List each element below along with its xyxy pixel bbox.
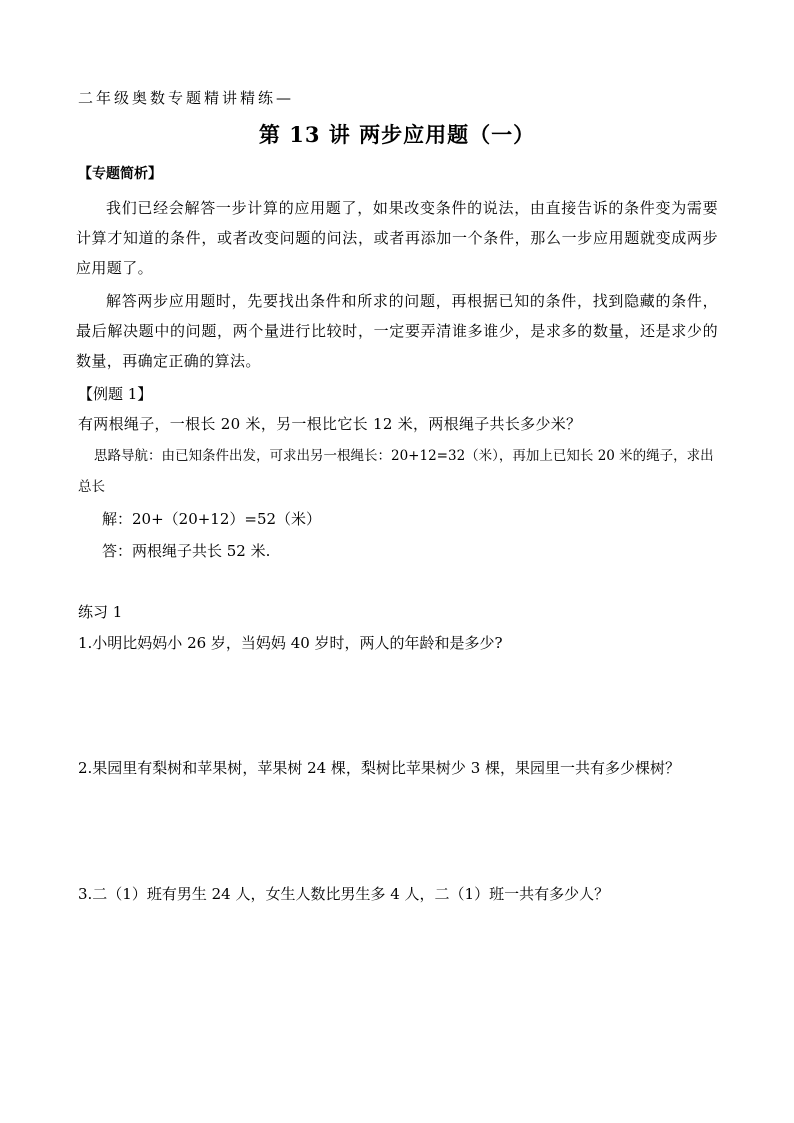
series-title: 二年级奥数专题精讲精练— xyxy=(78,89,295,107)
intro-paragraph-2: 解答两步应用题时，先要找出条件和所求的问题，再根据已知的条件，找到隐藏的条件，最后解决题中的问题，两个量进行比较时，一定要弄清谁多谁少，是求多的数量，还是求少的数量，再确定正确的算法。 xyxy=(76,292,718,370)
practice-question-2: 2.果园里有梨树和苹果树，苹果树 24 棵，梨树比苹果树少 3 棵，果园里一共有多少棵树？ xyxy=(78,759,681,777)
example-solution: 解：20+（20+12）=52（米） xyxy=(102,510,322,528)
example-hint-line-2: 总长 xyxy=(78,479,105,495)
example-heading: 【例题 1】 xyxy=(78,385,153,403)
intro-heading: 【专题简析】 xyxy=(78,166,162,182)
example-hint-line-1: 思路导航：由已知条件出发，可求出另一根绳长：20+12=32（米），再加上已知长 20 米的绳子，求出 xyxy=(94,448,714,464)
practice-question-1: 1.小明比妈妈小 26 岁，当妈妈 40 岁时，两人的年龄和是多少? xyxy=(78,634,503,652)
practice-heading: 练习 1 xyxy=(78,603,123,621)
practice-question-3: 3.二（1）班有男生 24 人，女生人数比男生多 4 人，二（1）班一共有多少人？ xyxy=(78,885,610,903)
example-answer: 答：两根绳子共长 52 米. xyxy=(102,542,271,560)
lesson-title: 第 13 讲 两步应用题（一） xyxy=(258,122,536,147)
example-question: 有两根绳子，一根长 20 米，另一根比它长 12 米，两根绳子共长多少米？ xyxy=(78,415,582,433)
intro-paragraph-1: 我们已经会解答一步计算的应用题了，如果改变条件的说法，由直接告诉的条件变为需要计算才知道的条件，或者改变问题的问法，或者再添加一个条件，那么一步应用题就变成两步应用题了。 xyxy=(76,199,718,277)
